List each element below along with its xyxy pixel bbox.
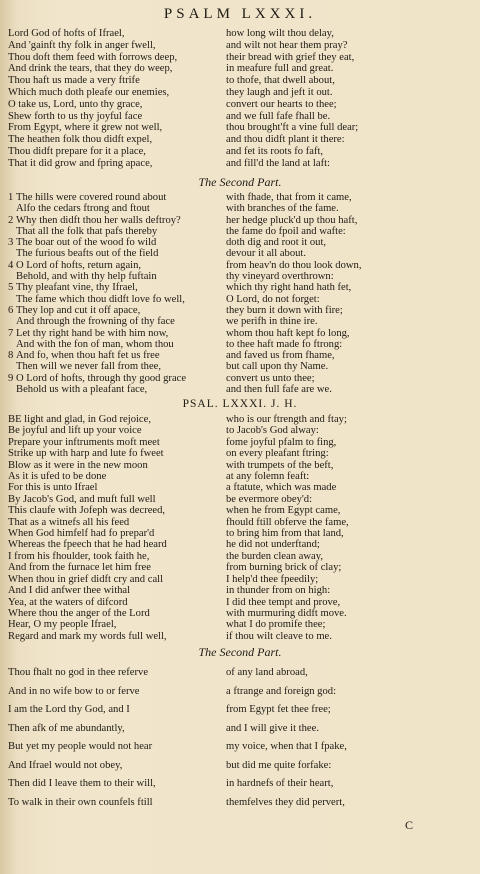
verse-text-left: The furious beafts out of the field — [16, 248, 159, 260]
verse-number: 7 — [8, 327, 14, 339]
verse-text-left: Why then didft thou her walls deftroy? — [16, 214, 181, 226]
verse-line — [8, 87, 478, 99]
verse-line — [8, 631, 478, 642]
verse-text-left: Shew forth to us thy joyful face — [8, 110, 143, 122]
verse-text-right: from heav'n do thou look down, — [226, 259, 362, 271]
verse-text-right: be evermore obey'd: — [226, 493, 313, 505]
verse-line — [8, 425, 478, 436]
verse-number: 5 — [8, 282, 14, 294]
verse-text-right: I did thee tempt and prove, — [226, 596, 341, 608]
verse-text-right: O Lord, do not forget: — [226, 293, 320, 305]
verse-text-right: a ftatute, which was made — [226, 482, 337, 494]
verse-text-left: Regard and mark my words full well, — [8, 630, 167, 642]
verse-line — [8, 282, 478, 293]
verse-text-left: The hills were covered round about — [16, 192, 167, 203]
verse-text-left: Hear, O my people Ifrael, — [8, 619, 117, 631]
tune-heading: PSAL. LXXXI. J. H. — [182, 398, 298, 410]
verse-text-left: I from his fhoulder, took faith he, — [8, 550, 150, 562]
verse-text-left: That as a witnefs all his feed — [8, 516, 130, 528]
verse-text-left: The boar out of the wood fo wild — [16, 237, 157, 249]
verse-number: 6 — [8, 304, 14, 316]
verse-text-left: Where thou the anger of the Lord — [8, 607, 150, 619]
verse-line — [8, 738, 478, 757]
verse-line — [8, 528, 478, 539]
verse-text-right: and then full fafe are we. — [226, 384, 332, 396]
verse-text-left: For this is unto Ifrael — [8, 482, 98, 494]
verse-text-right: themfelves they did pervert, — [226, 796, 345, 808]
verse-line — [8, 237, 478, 248]
verse-line — [8, 52, 478, 64]
verse-line — [8, 437, 478, 448]
verse-text-right: in hardnefs of their heart, — [226, 778, 334, 789]
verse-text-left: I am the Lord thy God, and I — [8, 704, 130, 715]
verse-line — [8, 757, 478, 776]
verse-text-left: Yea, at the waters of difcord — [8, 596, 128, 608]
verse-text-right: devour it all about. — [226, 248, 307, 260]
verse-line — [8, 683, 478, 702]
stanza-block-1 — [8, 28, 478, 170]
verse-text-left: The fame which thou didft love fo well, — [16, 293, 185, 305]
verse-text-right: and fill'd the land at laft: — [226, 157, 330, 169]
verse-text-left: When God himfelf had fo prepar'd — [8, 528, 155, 540]
verse-text-right: and fet its roots fo faft, — [226, 145, 324, 157]
verse-line — [8, 215, 478, 226]
verse-text-left: And in no wife bow to or ferve — [8, 685, 140, 697]
verse-line — [8, 551, 478, 562]
verse-text-left: Thou doft them feed with forrows deep, — [8, 51, 178, 63]
verse-line — [8, 63, 478, 75]
verse-text-left: They lop and cut it off apace, — [16, 304, 141, 316]
verse-text-right: they laugh and jeft it out. — [226, 86, 333, 98]
verse-line — [8, 40, 478, 52]
verse-line — [8, 28, 478, 40]
verse-number: 8 — [8, 350, 14, 362]
verse-text-right: doth dig and root it out, — [226, 237, 327, 249]
verse-text-right: the burden clean away, — [226, 550, 323, 562]
verse-line — [8, 146, 478, 158]
verse-text-right: we perifh in thine ire. — [226, 316, 318, 328]
verse-number: 2 — [8, 214, 14, 226]
verse-text-left: And fo, when thou haft fet us free — [16, 350, 160, 362]
verse-text-right: from Egypt fet thee free; — [226, 704, 331, 715]
verse-text-left: Thou haft us made a very ftrife — [8, 75, 140, 87]
verse-line — [8, 701, 478, 720]
verse-text-right: the fame do fpoil and wafte: — [226, 225, 346, 237]
verse-text-left: And with the fon of man, whom thou — [16, 338, 174, 350]
verse-text-right: and I will give it thee. — [226, 722, 319, 734]
verse-text-right: to thee haft made fo ftrong: — [226, 338, 343, 350]
verse-text-left: And drink the tears, that they do weep, — [8, 63, 173, 75]
verse-text-right: but did me quite forfake: — [226, 759, 332, 771]
verse-line — [8, 361, 478, 372]
verse-text-right: and we full fafe fhall be. — [226, 110, 331, 122]
verse-text-right: in thunder from on high: — [226, 585, 331, 597]
verse-number: 3 — [8, 237, 14, 249]
verse-line — [8, 294, 478, 305]
verse-text-right: at any folemn feaft: — [226, 471, 310, 483]
verse-text-right: how long wilt thou delay, — [226, 28, 334, 39]
verse-text-right: but call upon thy Name. — [226, 361, 329, 373]
part-heading-1: The Second Part. — [198, 175, 282, 189]
verse-text-left: Thou fhalt no god in thee referve — [8, 667, 149, 678]
verse-text-right: convert us unto thee; — [226, 372, 315, 384]
verse-text-right: and thou didft plant it there: — [226, 134, 345, 146]
verse-text-right: fhould ftill obferve the fame, — [226, 516, 349, 528]
verse-text-right: when he from Egypt came, — [226, 505, 341, 517]
verse-text-right: if thou wilt cleave to me. — [226, 630, 332, 642]
verse-text-left: Strike up with harp and lute fo fweet — [8, 448, 164, 460]
verse-text-left: And 'gainft thy folk in anger fwell, — [8, 39, 156, 51]
verse-text-right: with fhade, that from it came, — [226, 192, 352, 203]
verse-number: 1 — [8, 192, 14, 203]
verse-text-right: a ftrange and foreign god: — [226, 685, 337, 697]
verse-text-left: That it did grow and fpring apace, — [8, 157, 153, 169]
verse-text-left: And I did anfwer thee withal — [8, 585, 131, 597]
verse-line — [8, 192, 478, 203]
verse-text-left: By Jacob's God, and muft full well — [8, 493, 156, 505]
verse-line — [8, 720, 478, 739]
verse-line — [8, 111, 478, 123]
verse-text-right: on every pleafant ftring: — [226, 448, 329, 460]
verse-text-left: To walk in their own counfels ftill — [8, 796, 153, 808]
verse-text-right: and wilt not hear them pray? — [226, 39, 348, 51]
page-title: PSALM LXXXI. — [163, 6, 317, 22]
verse-text-right: their bread with grief they eat, — [226, 51, 355, 63]
verse-text-left: But yet my people would not hear — [8, 741, 153, 752]
verse-text-left: That all the folk that pafs thereby — [16, 225, 158, 237]
verse-text-left: As it is ufed to be done — [8, 471, 107, 483]
stanza-block-4 — [8, 664, 478, 812]
verse-line — [8, 574, 478, 585]
verse-line — [8, 373, 478, 384]
verse-line — [8, 350, 478, 361]
verse-line — [8, 158, 478, 170]
verse-line — [8, 619, 478, 630]
verse-text-left: Behold, and with thy help fuftain — [16, 271, 157, 283]
verse-line — [8, 608, 478, 619]
verse-text-left: Let thy right hand be with him now, — [16, 327, 169, 339]
verse-text-right: with branches of the fame. — [226, 203, 339, 215]
verse-line — [8, 482, 478, 493]
verse-text-right: with trumpets of the beft, — [226, 459, 334, 471]
verse-line — [8, 339, 478, 350]
verse-number: 9 — [8, 372, 14, 384]
verse-line — [8, 271, 478, 282]
verse-line — [8, 305, 478, 316]
verse-text-right: and faved us from fhame, — [226, 350, 335, 362]
verse-text-right: of any land abroad, — [226, 667, 308, 678]
verse-text-left: And through the frowning of thy face — [16, 316, 175, 328]
verse-line — [8, 414, 478, 425]
verse-line — [8, 597, 478, 608]
verse-line — [8, 517, 478, 528]
verse-text-left: Which much doth pleafe our enemies, — [8, 86, 170, 98]
verse-text-right: who is our ftrength and ftay; — [226, 414, 347, 425]
verse-text-left: This claufe with Jofeph was decreed, — [8, 505, 166, 517]
verse-line — [8, 471, 478, 482]
verse-text-right: thou brought'ft a vine full dear; — [226, 122, 359, 134]
verse-text-left: From Egypt, where it grew not well, — [8, 122, 163, 134]
verse-text-right: what I do promife thee; — [226, 619, 326, 631]
verse-text-right: to bring him from that land, — [226, 528, 344, 540]
verse-line — [8, 316, 478, 327]
verse-line — [8, 505, 478, 516]
verse-line — [8, 248, 478, 259]
verse-text-left: When thou in grief didft cry and call — [8, 573, 164, 585]
verse-text-left: Behold us with a pleafant face, — [16, 384, 148, 396]
stanza-block-2 — [8, 192, 478, 395]
verse-line — [8, 134, 478, 146]
verse-text-right: to thofe, that dwell about, — [226, 75, 335, 87]
verse-line — [8, 99, 478, 111]
verse-text-left: BE light and glad, in God rejoice, — [8, 414, 151, 425]
verse-text-right: thy vineyard overthrown: — [226, 271, 334, 283]
verse-text-right: with murmuring didft move. — [226, 607, 347, 619]
verse-text-left: Thy pleafant vine, thy Ifrael, — [16, 282, 138, 294]
verse-text-left: And Ifrael would not obey, — [8, 759, 123, 771]
verse-text-right: they burn it down with fire; — [226, 304, 343, 316]
verse-text-left: O Lord of hofts, return again, — [16, 259, 142, 271]
verse-text-right: to Jacob's God alway: — [226, 425, 319, 437]
verse-text-left: O take us, Lord, unto thy grace, — [8, 98, 143, 110]
verse-text-right: my voice, when that I fpake, — [226, 741, 347, 752]
verse-text-left: Be joyful and lift up your voice — [8, 425, 142, 437]
verse-text-left: O Lord of hofts, through thy good grace — [16, 372, 187, 384]
verse-line — [8, 794, 478, 813]
verse-line — [8, 203, 478, 214]
verse-text-left: Whereas the fpeech that he had heard — [8, 539, 167, 551]
verse-line — [8, 122, 478, 134]
verse-line — [8, 328, 478, 339]
verse-line — [8, 448, 478, 459]
verse-line — [8, 664, 478, 683]
verse-line — [8, 260, 478, 271]
verse-text-right: her hedge pluck'd up thou haft, — [226, 214, 358, 226]
verse-line — [8, 775, 478, 794]
verse-text-right: he did not underftand; — [226, 539, 320, 551]
part-heading-2: The Second Part. — [198, 645, 282, 659]
verse-line — [8, 384, 478, 395]
verse-text-left: Thou didft prepare for it a place, — [8, 145, 146, 157]
verse-text-left: Prepare your inftruments moft meet — [8, 436, 160, 448]
verse-line — [8, 539, 478, 550]
verse-text-right: fome joyful pfalm to fing, — [226, 436, 337, 448]
verse-line — [8, 460, 478, 471]
verse-line — [8, 75, 478, 87]
verse-text-left: Blow as it were in the new moon — [8, 459, 148, 471]
verse-text-left: Then will we never fall from thee, — [16, 361, 162, 373]
verse-text-right: whom thou haft kept fo long, — [226, 327, 350, 339]
verse-text-right: convert our hearts to thee; — [226, 98, 337, 110]
catchword: C — [405, 818, 414, 832]
verse-text-left: Then did I leave them to their will, — [8, 778, 156, 789]
verse-line — [8, 494, 478, 505]
verse-text-left: Then afk of me abundantly, — [8, 722, 125, 734]
verse-line — [8, 226, 478, 237]
verse-text-left: Lord God of hofts of Ifrael, — [8, 28, 125, 39]
verse-text-right: which thy right hand hath fet, — [226, 282, 352, 294]
verse-line — [8, 585, 478, 596]
verse-text-left: Alfo the cedars ftrong and ftout — [16, 203, 150, 215]
verse-text-right: I help'd thee fpeedily; — [226, 573, 319, 585]
verse-text-left: And from the furnace let him free — [8, 562, 151, 574]
stanza-block-3 — [8, 414, 478, 642]
verse-text-right: from burning brick of clay; — [226, 562, 342, 574]
verse-text-left: The heathen folk thou didft expel, — [8, 134, 153, 146]
verse-text-right: in meafure full and great. — [226, 63, 334, 75]
verse-number: 4 — [8, 259, 14, 271]
verse-line — [8, 562, 478, 573]
